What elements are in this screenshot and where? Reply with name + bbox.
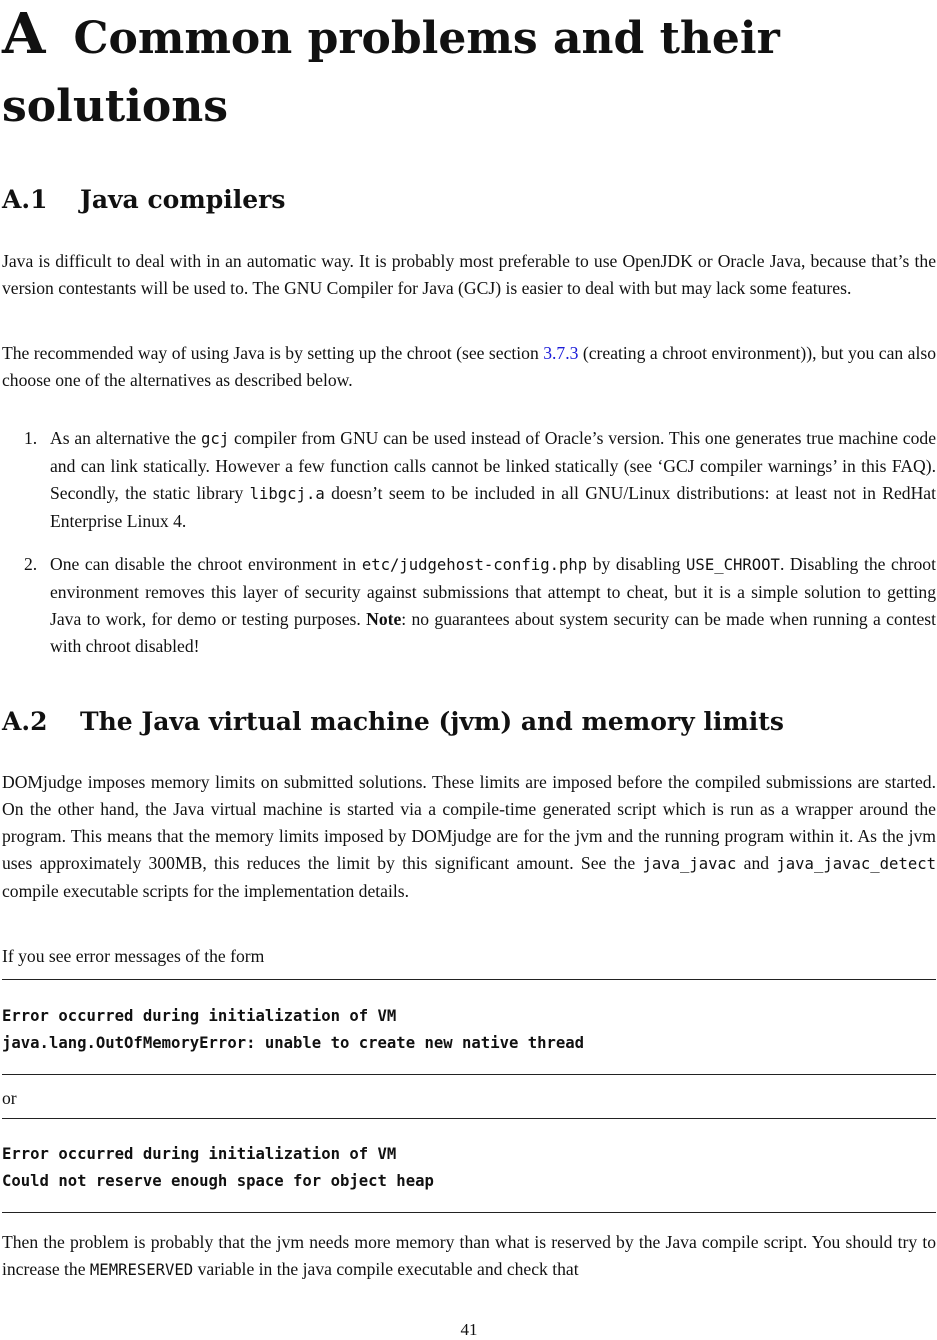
code-block-top-rule [2,979,936,980]
paragraph-or: or [2,1088,17,1108]
paragraph-error-messages: If you see error messages of the form [2,946,265,966]
code-gcj: gcj [201,430,230,448]
chapter-title [2,0,936,141]
code-config-path: etc/judgehost-config.php [361,556,588,574]
code-block-bottom-rule [2,1074,936,1075]
section-title: Java compilers [80,185,286,214]
section-heading-java-compilers [2,185,285,215]
section-number: A.2 [2,707,48,736]
code-block-error-2: Error occurred during initialization of VM Could not reserve enough space for object heap [2,1145,434,1190]
paragraph-memory-limits: DOMjudge imposes memory limits on submitted solutions. These limits are imposed before the compiled submissions are started. On the other hand, the Java virtual machine is started via a compile-time generated script which is run as a wrapper around the program. This means that the memory limits imposed by DOMjudge are for the jvm and the running program within it. As the jvm uses approximately 300MB, this reduces the limit by this significant amount. See the java_javac and java_javac_detect compile executable scripts for the implementation details. [2,772,936,901]
code-memreserved: MEMRESERVED [89,1261,194,1279]
code-use-chroot: USE_CHROOT [686,556,780,574]
list-item: 1. As an alternative the gcj compiler from GNU can be used instead of Oracle’s version. This one generates true machine code and can link statically. However a few function calls cannot be linked statically (see ‘GCJ compiler warnings’ in this FAQ). Secondly, the static library libgcj.a doesn’t seem to be included in all GNU/Linux distributions: at least not in RedHat Enterprise Linux 4. [2,425,936,535]
list-item-number: 2. [24,554,38,574]
page-number: 41 [460,1320,478,1339]
alternatives-list [2,425,936,676]
code-libgcj: libgcj.a [249,485,325,503]
section-heading-jvm-memory [2,707,784,737]
code-block-error-1: Error occurred during initialization of VM java.lang.OutOfMemoryError: unable to create new native thread [2,1007,585,1052]
list-item: 2. One can disable the chroot environment in etc/judgehost-config.php by disabling USE_CHROOT. Disabling the chroot environment removes this layer of security against submissions that attempt to cheat, but it is a simple solution to getting Java to work, for demo or testing purposes. Note: no guarantees about system security can be made when running a contest with chroot disabled! [2,551,936,660]
chapter-number: A [2,1,46,67]
code-block-bottom-rule [2,1212,936,1213]
section-title: The Java virtual machine (jvm) and memory limits [80,707,784,736]
list-item-number: 1. [24,428,38,448]
paragraph-recommended-way: The recommended way of using Java is by setting up the chroot (see section 3.7.3 (creating a chroot environment)), but you can also choose one of the alternatives as described below. [2,343,937,390]
section-number: A.1 [2,185,48,214]
chapter-title-text: Common problems and their solutions [2,13,780,132]
paragraph-memreserved: Then the problem is probably that the jvm needs more memory than what is reserved by the Java compile script. You should try to increase the MEMRESERVED variable in the java compile executable and check that [2,1232,936,1279]
code-block-top-rule [2,1118,936,1119]
code-java-javac-detect: java_javac_detect [776,855,936,873]
note-label: Note [366,609,402,629]
paragraph-java-difficult: Java is difficult to deal with in an automatic way. It is probably most preferable to use OpenJDK or Oracle Java, because that’s the version contestants will be used to. The GNU Compiler for Java (GCJ) is easier to deal with but may lack some features. [2,251,936,298]
section-reference-link[interactable]: 3.7.3 [543,343,579,363]
code-java-javac: java_javac [642,855,737,873]
